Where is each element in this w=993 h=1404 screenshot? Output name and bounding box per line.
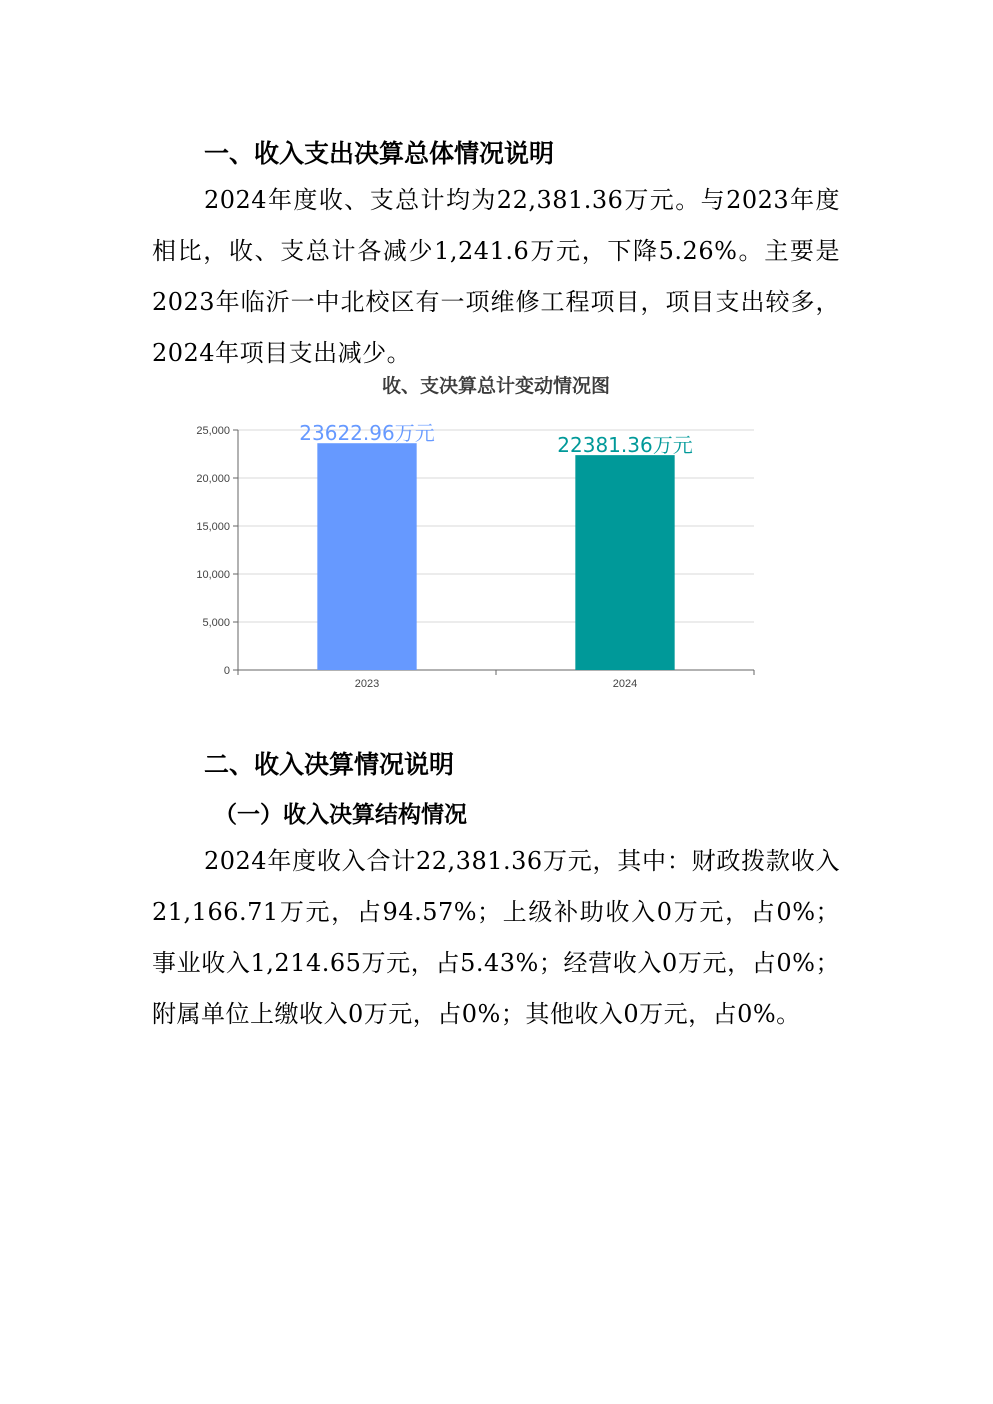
y-tick-label: 10,000 [196,569,230,581]
section2-heading: 二、收入决算情况说明 [204,750,455,779]
y-tick-label: 15,000 [196,521,230,533]
x-tick-label: 2024 [612,678,638,690]
chart-gridlines [238,430,754,622]
y-tick-label: 0 [223,665,230,677]
bar-2023 [317,443,416,670]
bar-2024 [575,455,674,670]
data-label-2023: 23622.96万元 [299,421,435,446]
section2-subheading: （一）收入决算结构情况 [214,801,467,828]
y-tick-label: 25,000 [196,425,230,437]
revenue-expense-chart [150,364,850,704]
section2-paragraph: 2024年度收入合计22,381.36万元，其中：财政拨款收入21,166.71万元，占94.57%；上级补助收入0万元，占0%；事业收入1,214.65万元，占5.43%；经营收入0万元，占0%；附属单位上缴收入0万元，占0%；其他收入0万元，占0%。 [152,847,840,1028]
x-tick-label: 2023 [354,678,380,690]
y-tick-label: 20,000 [196,473,230,485]
chart-title: 收、支决算总计变动情况图 [381,375,611,397]
section1-heading: 一、收入支出决算总体情况说明 [204,139,555,168]
data-label-2024: 22381.36万元 [557,433,693,458]
section1-paragraph: 2024年度收、支总计均为22,381.36万元。与2023年度相比，收、支总计各减少1,241.6万元，下降5.26%。主要是2023年临沂一中北校区有一项维修工程项目，项目支出较多，2024年项目支出减少。 [152,186,840,367]
chart-bars [317,443,674,670]
y-tick-label: 5,000 [202,617,230,629]
chart-svg [150,364,850,704]
